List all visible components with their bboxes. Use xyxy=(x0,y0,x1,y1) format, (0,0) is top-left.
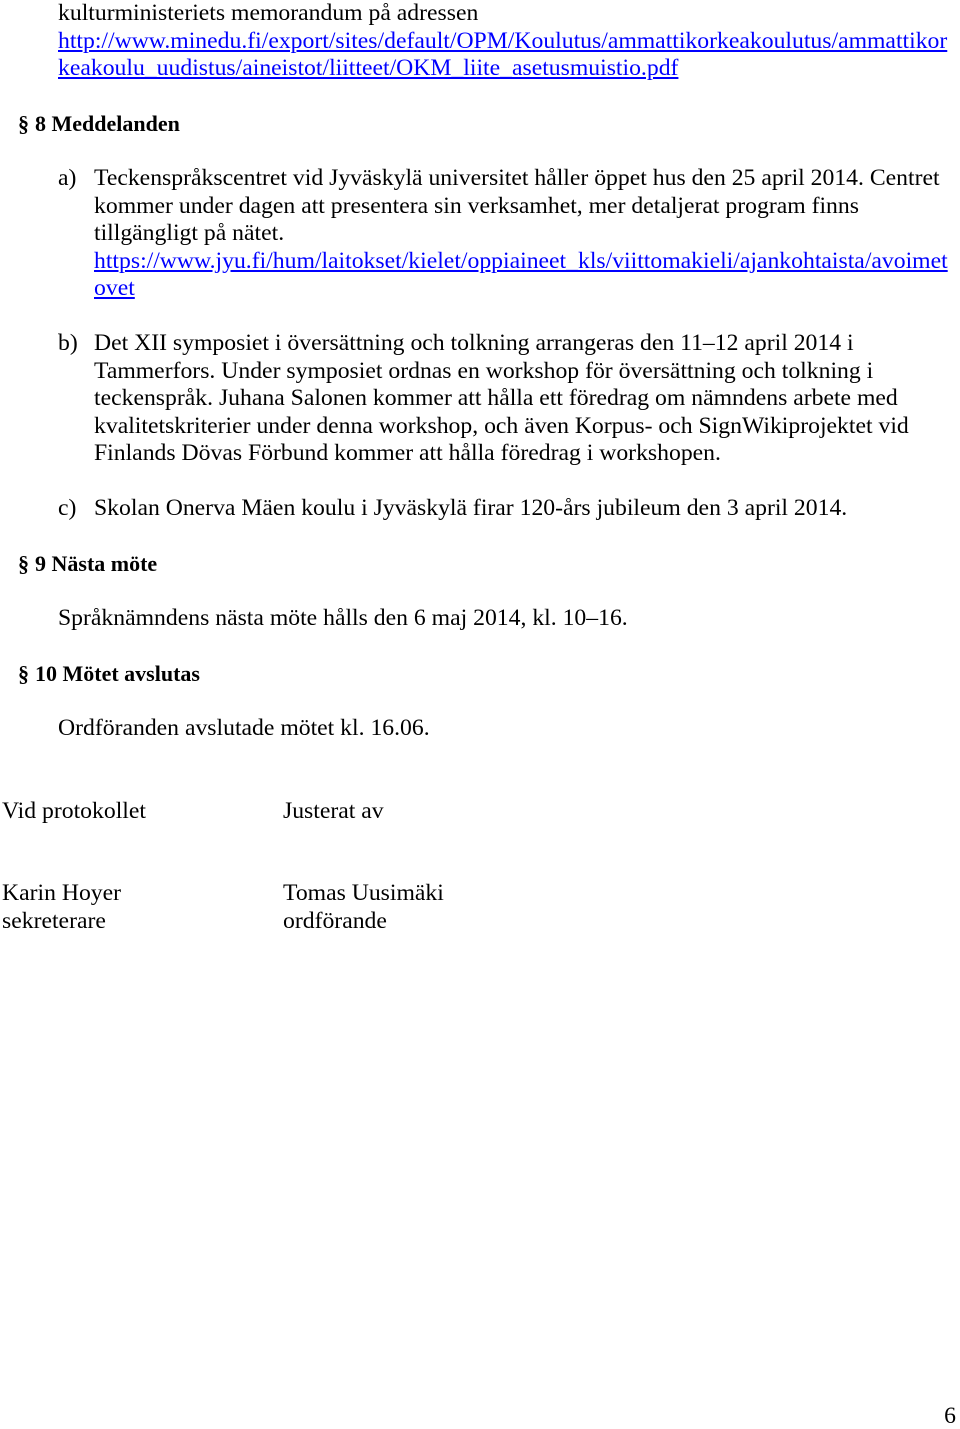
page-number: 6 xyxy=(944,1403,956,1429)
section-symbol: § xyxy=(18,111,29,136)
next-meeting-text: Språknämndens nästa möte hålls den 6 maj 2014, kl. 10–16. xyxy=(58,605,628,631)
memorandum-link-row-2 xyxy=(0,55,960,83)
section-heading-8 xyxy=(0,110,960,138)
signature-name-row xyxy=(0,880,960,908)
open-house-link-row-2 xyxy=(0,275,960,303)
chair-name: Tomas Uusimäki xyxy=(283,880,444,906)
memorandum-link-row-1 xyxy=(0,28,960,56)
list-item-line: Tammerfors. Under symposiet ordnas en workshop för översättning och tolkning i xyxy=(94,357,874,384)
signature-heading-row xyxy=(0,798,960,826)
section-heading-10 xyxy=(0,660,960,688)
section-symbol: § xyxy=(18,661,29,686)
list-item-b xyxy=(0,330,960,468)
list-item-c xyxy=(0,495,960,523)
chair-role: ordförande xyxy=(283,907,387,934)
memorandum-link-line-2[interactable]: keakoulu_uudistus/aineistot/liitteet/OKM_liite_asetusmuistio.pdf xyxy=(58,55,679,81)
section-title: 9 Nästa möte xyxy=(35,551,158,576)
list-item-line: kommer under dagen att presentera sin verksamhet, mer detaljerat program finns xyxy=(94,192,859,219)
meeting-closed-text: Ordföranden avslutade mötet kl. 16.06. xyxy=(58,715,430,741)
list-item-label: c) xyxy=(58,495,77,521)
secretary-role: sekreterare xyxy=(2,907,106,934)
list-item-line: tillgängligt på nätet. xyxy=(94,220,285,246)
list-item-line: teckenspråk. Juhana Salonen kommer att hålla ett föredrag om nämndens arbete med xyxy=(94,385,898,411)
list-item-line: kvalitetskriterier under denna workshop, och även Korpus- och SignWikiprojektet vid xyxy=(94,412,909,439)
list-item-line: Skolan Onerva Mäen koulu i Jyväskylä firar 120-års jubileum den 3 april 2014. xyxy=(94,495,848,521)
section-symbol: § xyxy=(18,551,29,576)
open-house-link-row-1 xyxy=(0,248,960,276)
list-item-line: Teckenspråkscentret vid Jyväskylä universitet håller öppet hus den 25 april 2014. Centret xyxy=(94,165,940,191)
list-item-line: Det XII symposiet i översättning och tolkning arrangeras den 11–12 april 2014 i xyxy=(94,330,854,356)
list-item-label: a) xyxy=(58,165,77,191)
list-item-label: b) xyxy=(58,330,78,356)
open-house-link-line-2[interactable]: ovet xyxy=(94,275,135,301)
section-title: 10 Mötet avslutas xyxy=(35,661,200,686)
signature-role-row xyxy=(0,908,960,936)
intro-text: kulturministeriets memorandum på adressen xyxy=(58,0,479,26)
section-title: 8 Meddelanden xyxy=(35,111,180,136)
section-heading-9 xyxy=(0,550,960,578)
list-item-line: Finlands Dövas Förbund kommer att hålla föredrag i workshopen. xyxy=(94,440,721,466)
secretary-name: Karin Hoyer xyxy=(2,880,122,906)
memorandum-link-line-1[interactable]: http://www.minedu.fi/export/sites/default/OPM/Koulutus/ammattikorkeakoulutus/ammattikor xyxy=(58,27,948,54)
approved-by-label: Justerat av xyxy=(283,797,384,824)
list-item-a xyxy=(0,165,960,303)
minutes-keeper-label: Vid protokollet xyxy=(2,797,146,824)
open-house-link-line-1[interactable]: https://www.jyu.fi/hum/laitokset/kielet/oppiaineet_kls/viittomakieli/ajankohtaista/avoimet xyxy=(94,247,948,274)
